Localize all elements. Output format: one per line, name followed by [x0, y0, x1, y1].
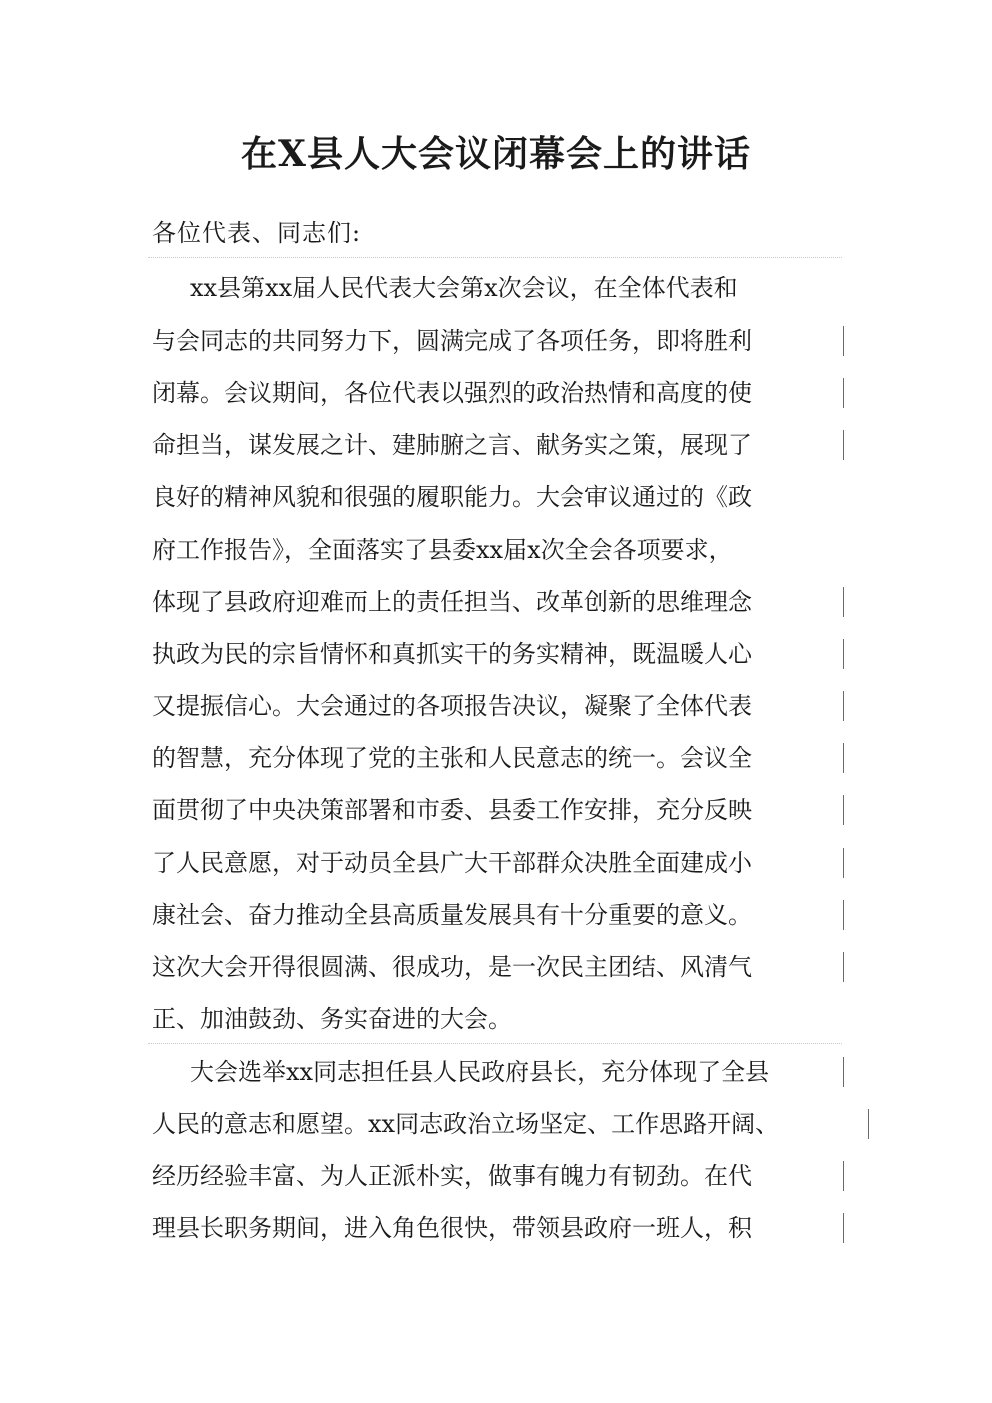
paragraph-1-line-2: 与会同志的共同努力下，圆满完成了各项任务，即将胜利 — [152, 327, 752, 355]
line-end-mark — [843, 1161, 844, 1191]
paragraph-1-line-15: 正、加油鼓劲、务实奋进的大会。 — [152, 1005, 512, 1033]
paragraph-1-line-7: 体现了县政府迎难而上的责任担当、改革创新的思维理念 — [152, 588, 752, 616]
divider — [148, 257, 842, 258]
line-end-mark — [843, 326, 844, 356]
paragraph-1-line-6: 府工作报告》，全面落实了县委xx届x次全会各项要求， — [152, 536, 733, 564]
paragraph-2-line-2: 人民的意志和愿望。xx同志政治立场坚定、工作思路开阔、 — [152, 1110, 780, 1138]
line-end-mark — [843, 848, 844, 878]
paragraph-1-line-3: 闭幕。会议期间，各位代表以强烈的政治热情和高度的使 — [152, 379, 752, 407]
line-end-mark — [868, 1109, 869, 1139]
line-end-mark — [843, 900, 844, 930]
line-end-mark — [843, 743, 844, 773]
divider — [148, 1043, 842, 1044]
paragraph-1-line-4: 命担当，谋发展之计、建肺腑之言、献务实之策，展现了 — [152, 431, 752, 459]
line-end-mark — [843, 1213, 844, 1243]
line-end-mark — [843, 1057, 844, 1087]
paragraph-1-line-14: 这次大会开得很圆满、很成功，是一次民主团结、风清气 — [152, 953, 752, 981]
line-end-mark — [843, 378, 844, 408]
paragraph-2-line-3: 经历经验丰富、为人正派朴实，做事有魄力有韧劲。在代 — [152, 1162, 752, 1190]
line-end-mark — [843, 639, 844, 669]
paragraph-1-line-11: 面贯彻了中央决策部署和市委、县委工作安排，充分反映 — [152, 796, 752, 824]
paragraph-1-line-13: 康社会、奋力推动全县高质量发展具有十分重要的意义。 — [152, 901, 752, 929]
paragraph-1-line-9: 又提振信心。大会通过的各项报告决议，凝聚了全体代表 — [152, 692, 752, 720]
paragraph-1-line-1: xx县第xx届人民代表大会第x次会议，在全体代表和 — [190, 274, 738, 302]
line-end-mark — [843, 430, 844, 460]
paragraph-2-line-1: 大会选举xx同志担任县人民政府县长，充分体现了全县 — [190, 1058, 770, 1086]
paragraph-1-line-5: 良好的精神风貌和很强的履职能力。大会审议通过的《政 — [152, 483, 752, 511]
salutation: 各位代表、同志们: — [152, 219, 362, 247]
paragraph-1-line-10: 的智慧，充分体现了党的主张和人民意志的统一。会议全 — [152, 744, 752, 772]
line-end-mark — [843, 952, 844, 982]
line-end-mark — [843, 587, 844, 617]
paragraph-1-line-12: 了人民意愿，对于动员全县广大干部群众决胜全面建成小 — [152, 849, 752, 877]
page-title: 在X县人大会议闭幕会上的讲话 — [241, 133, 751, 175]
line-end-mark — [843, 795, 844, 825]
paragraph-1-line-8: 执政为民的宗旨情怀和真抓实干的务实精神，既温暖人心 — [152, 640, 752, 668]
paragraph-2-line-4: 理县长职务期间，进入角色很快，带领县政府一班人，积 — [152, 1214, 752, 1242]
line-end-mark — [843, 691, 844, 721]
